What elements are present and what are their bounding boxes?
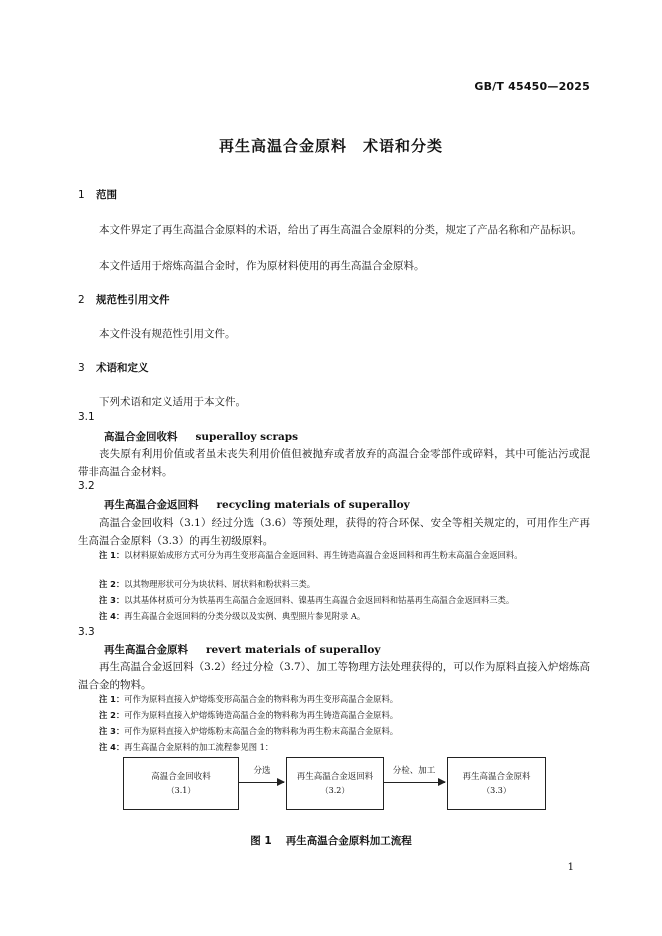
flow-arrow [383, 782, 445, 783]
scope-paragraph-1: 本文件界定了再生高温合金原料的术语，给出了再生高温合金原料的分类，规定了产品名称和产品标识。 [99, 224, 582, 236]
figure-number: 图 1 [250, 835, 272, 847]
term-name-en: revert materials of superalloy [206, 644, 381, 656]
normative-paragraph: 本文件没有规范性引用文件。 [99, 328, 236, 340]
note [99, 548, 613, 562]
figure-caption [0, 833, 662, 848]
note-label: 注 1： [99, 694, 125, 704]
flow-box-scraps [123, 757, 239, 810]
terms-intro: 下列术语和定义适用于本文件。 [99, 396, 246, 408]
scope-paragraph-2: 本文件适用于熔炼高温合金时，作为原材料使用的再生高温合金原料。 [99, 260, 425, 272]
note [99, 577, 613, 591]
note-text: 可作为原料直接入炉熔炼铸造高温合金的物料称为再生铸造高温合金原料。 [124, 710, 399, 720]
note [99, 692, 613, 706]
note-text: 以其基体材质可分为铁基再生高温合金返回料、镍基再生高温合金返回料和钴基再生高温合金返回料三类。 [124, 595, 515, 605]
note [99, 708, 613, 722]
section-number: 2 [78, 294, 85, 306]
term-name-cn: 再生高温合金返回料 [104, 499, 199, 511]
flow-arrow-label: 分检、加工 [392, 766, 436, 776]
note-label: 注 4： [99, 742, 125, 752]
section-title: 范围 [96, 189, 117, 201]
flow-box-label: 再生高温合金返回料 [296, 771, 374, 782]
term-name-cn: 再生高温合金原料 [104, 644, 188, 656]
section-number: 3 [78, 362, 85, 374]
term-name-cn: 高温合金回收料 [104, 431, 178, 443]
term-definition: 再生高温合金返回料（3.2）经过分检（3.7）、加工等物理方法处理获得的，可以作为原料直接入炉熔炼高温合金的物料。 [78, 661, 590, 691]
note [99, 740, 613, 754]
page-number: 1 [567, 862, 574, 873]
section-number: 1 [78, 189, 85, 201]
note-label: 注 4： [99, 611, 125, 621]
term-name [104, 429, 298, 444]
section-heading-normative [78, 292, 170, 307]
term-definition: 丧失原有利用价值或者虽未丧失利用价值但被抛弃或者放弃的高温合金零部件或碎料，其中可能沾污或混带非高温合金材料。 [78, 448, 590, 478]
standard-code: GB/T 45450—2025 [474, 80, 590, 93]
flow-box-ref: （3.3） [482, 785, 511, 795]
note-label: 注 1： [99, 550, 125, 560]
flow-box-recycling [286, 757, 384, 810]
note-label: 注 3： [99, 726, 125, 736]
flow-box-ref: （3.2） [320, 785, 350, 795]
figure-title: 再生高温合金原料加工流程 [285, 835, 412, 847]
note-label: 注 2： [99, 710, 125, 720]
flow-box-label: 高温合金回收料 [151, 771, 211, 782]
flow-arrow-label: 分选 [253, 766, 271, 776]
term-name-en: recycling materials of superalloy [216, 499, 410, 511]
note-label: 注 3： [99, 595, 125, 605]
note-text: 可作为原料直接入炉熔炼粉末高温合金的物料称为再生粉末高温合金原料。 [124, 726, 399, 736]
note-text: 可作为原料直接入炉熔炼变形高温合金的物料称为再生变形高温合金原料。 [124, 694, 399, 704]
section-title: 规范性引用文件 [96, 294, 170, 306]
term-number: 3.1 [78, 411, 95, 423]
note-text: 以其物理形状可分为块状料、屑状料和粉状料三类。 [124, 579, 316, 589]
note [99, 609, 613, 623]
term-name [104, 497, 410, 512]
flow-box-ref: （3.1） [166, 785, 196, 795]
document-title: 再生高温合金原料 术语和分类 [218, 137, 443, 155]
term-number: 3.2 [78, 480, 95, 492]
section-heading-terms [78, 360, 149, 375]
term-name-en: superalloy scraps [195, 431, 299, 443]
flow-box-label: 再生高温合金原料 [462, 771, 531, 782]
term-definition: 高温合金回收料（3.1）经过分选（3.6）等预处理，获得的符合环保、安全等相关规定的，可用作生产再生高温合金原料（3.3）的再生初级原料。 [78, 517, 590, 547]
flow-arrow [238, 782, 284, 783]
note-label: 注 2： [99, 579, 125, 589]
note [99, 724, 613, 738]
section-title: 术语和定义 [96, 362, 149, 374]
section-heading-scope [78, 187, 117, 202]
note-text: 再生高温合金返回料的分类分级以及实例、典型照片参见附录 A。 [124, 611, 366, 621]
note-text: 再生高温合金原料的加工流程参见图 1： [124, 742, 274, 752]
term-name [104, 642, 381, 657]
flow-box-revert [447, 757, 546, 810]
note-text: 以材料原始成形方式可分为再生变形高温合金返回料、再生铸造高温合金返回料和再生粉末高温合金返回料。 [124, 550, 523, 560]
term-number: 3.3 [78, 626, 95, 638]
note [99, 593, 613, 607]
